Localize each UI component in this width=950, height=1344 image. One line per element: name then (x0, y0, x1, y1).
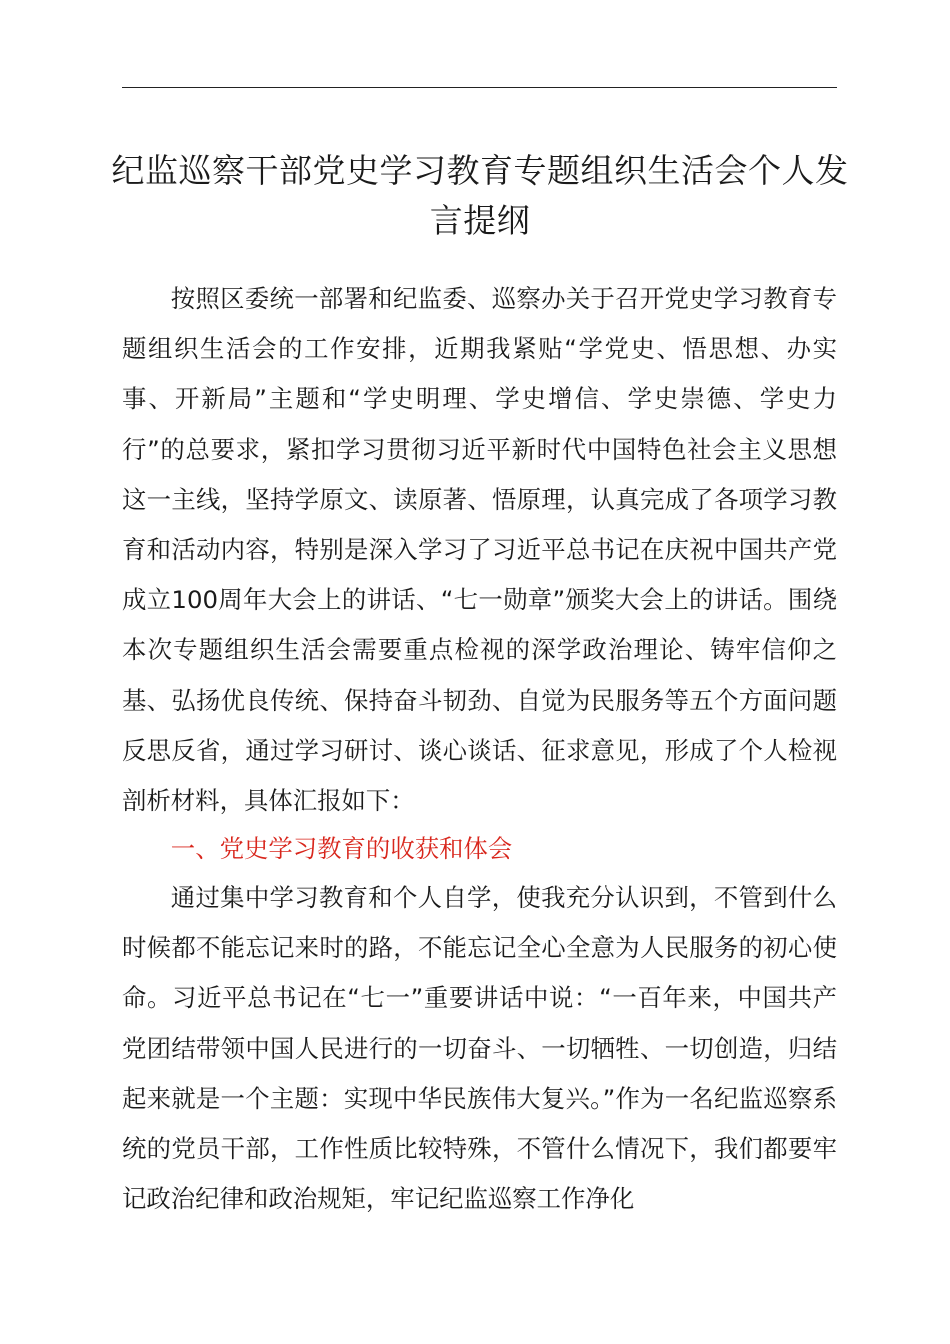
document-title: 纪监巡察干部党史学习教育专题组织生活会个人发言提纲 (111, 151, 849, 240)
intro-paragraph: 按照区委统一部署和纪监委、巡察办关于召开党史学习教育专题组织生活会的工作安排，近期我紧贴“学党史、悟思想、办实事、开新局”主题和“学史明理、学史增信、学史崇德、学史力行”的总要求，紧扣学习贯彻习近平新时代中国特色社会主义思想这一主线，坚持学原文、读原著、悟原理，认真完成了各项学习教育和活动内容，特别是深入学习了习近平总书记在庆祝中国共产党成立100周年大会上的讲话、“七一勋章”颁奖大会上的讲话。围绕本次专题组织生活会需要重点检视的深学政治理论、铸牢信仰之基、弘扬优良传统、保持奋斗韧劲、自觉为民服务等五个方面问题反思反省，通过学习研讨、谈心谈话、征求意见，形成了个人检视剖析材料，具体汇报如下： (122, 284, 837, 816)
section-1-paragraph: 通过集中学习教育和个人自学，使我充分认识到，不管到什么时候都不能忘记来时的路，不能忘记全心全意为人民服务的初心使命。习近平总书记在“七一”重要讲话中说：“一百年来，中国共产党团结带领中国人民进行的一切奋斗、一切牺牲、一切创造，归结起来就是一个主题：实现中华民族伟大复兴。”作为一名纪监巡察系统的党员干部，工作性质比较特殊，不管什么情况下，我们都要牢记政治纪律和政治规矩，牢记纪监巡察工作净化 (122, 883, 837, 1214)
header-divider (122, 87, 837, 88)
section-heading-1: 一、党史学习教育的收获和体会 (170, 834, 513, 863)
